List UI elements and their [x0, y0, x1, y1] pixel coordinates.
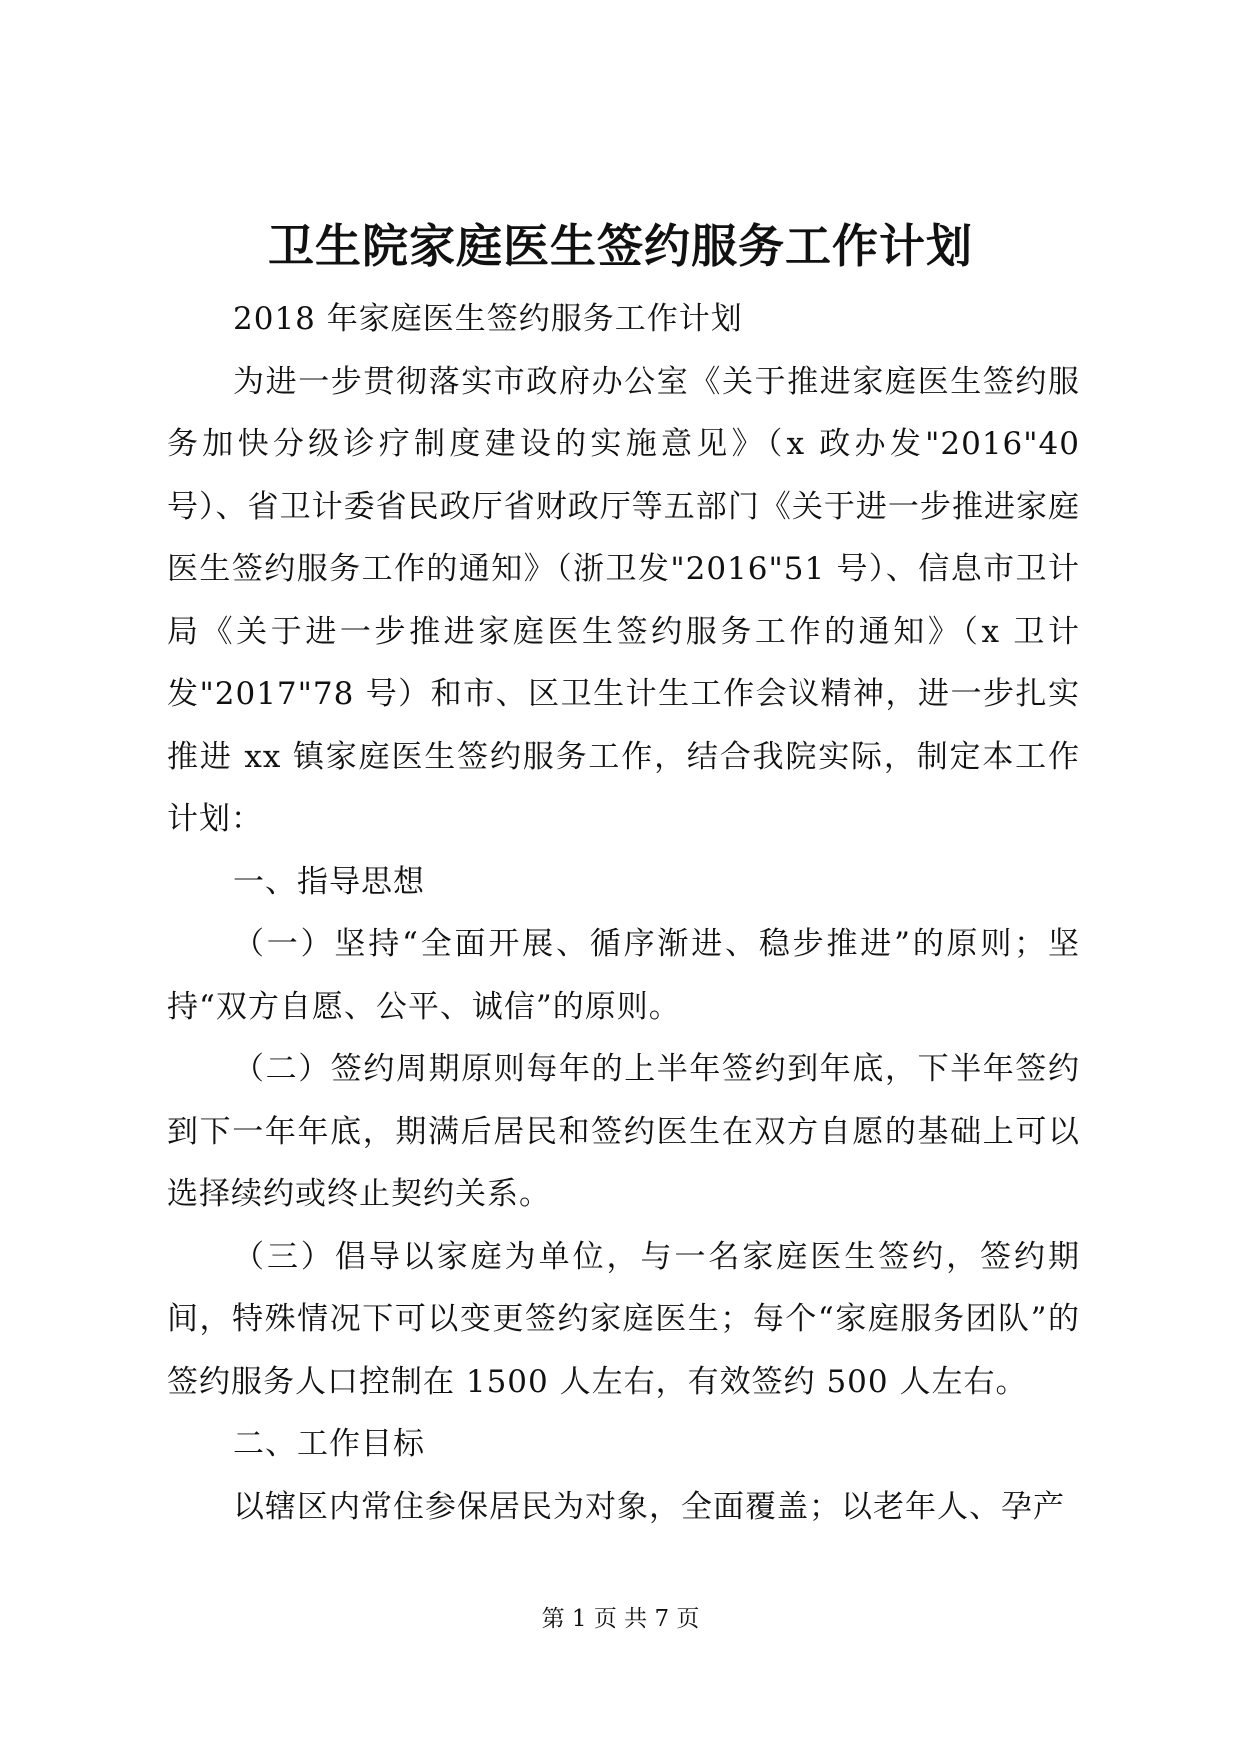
paragraph-principle-3: （三）倡导以家庭为单位，与一名家庭医生签约，签约期间，特殊情况下可以变更签约家庭医生；每个“家庭服务团队”的签约服务人口控制在 1500 人左右，有效签约 500 人左右。 — [167, 1238, 1080, 1400]
paragraph-goals: 以辖区内常住参保居民为对象，全面覆盖；以老年人、孕产 — [233, 1488, 1065, 1525]
document-title: 卫生院家庭医生签约服务工作计划 — [268, 219, 973, 273]
paragraph-principle-2: （二）签约周期原则每年的上半年签约到年底，下半年签约到下一年年底，期满后居民和签约医生在双方自愿的基础上可以选择续约或终止契约关系。 — [167, 1051, 1080, 1212]
paragraph-subtitle: 2018 年家庭医生签约服务工作计划 — [233, 301, 743, 337]
section-heading-guiding-ideology: 一、指导思想 — [233, 863, 425, 900]
paragraph-intro: 为进一步贯彻落实市政府办公室《关于推进家庭医生签约服务加快分级诊疗制度建设的实施意见》（x 政办发"2016"40 号）、省卫计委省民政厅省财政厅等五部门《关于进一步推进家庭医生签约服务工作的通知》（浙卫发"2016"51 号）、信息市卫计局《关于进一步推进家庭医生签约服务工作的通知》（x 卫计发"2017"78 号）和市、区卫生计生工作会议精神，进一步扎实推进 xx 镇家庭医生签约服务工作，结合我院实际，制定本工作计划： — [167, 363, 1080, 837]
paragraph-principle-1: （一）坚持“全面开展、循序渐进、稳步推进”的原则；坚持“双方自愿、公平、诚信”的原则。 — [167, 926, 1080, 1025]
section-heading-work-goals: 二、工作目标 — [233, 1426, 425, 1462]
page-number-footer: 第 1 页 共 7 页 — [541, 1606, 700, 1632]
document-body — [167, 288, 1080, 1538]
